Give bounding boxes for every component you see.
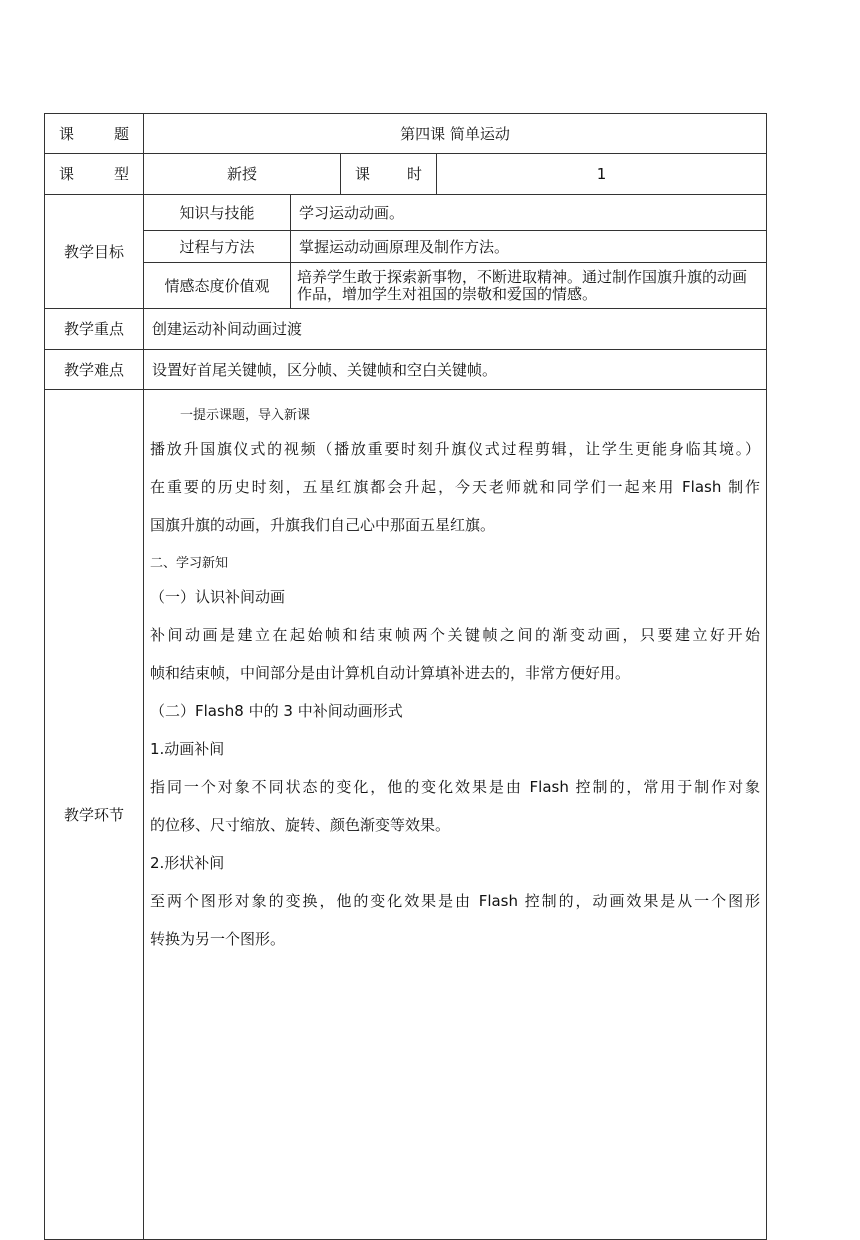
objectives-label: 教学目标: [45, 195, 144, 309]
section2-heading: 二、学习新知: [150, 556, 229, 571]
para2-line2: 帧和结束帧，中间部分是由计算机自动计算填补进去的，非常方便好用。: [150, 664, 631, 682]
objective-text-3: 培养学生敢于探索新事物，不断进取精神。通过制作国旗升旗的动画作品，增加学生对祖国的崇敬和爱国的情感。: [291, 263, 767, 309]
para2-line1: 补间动画是建立在起始帧和结束帧两个关键帧之间的渐变动画，只要建立好开始: [150, 626, 761, 644]
key-point-row: [45, 309, 767, 350]
objective-name-1: 知识与技能: [144, 195, 291, 231]
title-label: 课 题: [45, 114, 144, 154]
key-point-text: 创建运动补间动画过渡: [144, 309, 767, 350]
difficulty-text: 设置好首尾关键帧，区分帧、关键帧和空白关键帧。: [144, 350, 767, 390]
objective-text-1: 学习运动动画。: [291, 195, 767, 231]
para1-line1: 播放升国旗仪式的视频（播放重要时刻升旗仪式过程剪辑，让学生更能身临其境。）: [150, 440, 761, 458]
title-value: 第四课 简单运动: [144, 114, 767, 154]
type-value: 新授: [144, 154, 341, 195]
difficulty-row: [45, 350, 767, 390]
objective-row-1: [45, 195, 767, 231]
process-body: [144, 390, 767, 1240]
type-row: [45, 154, 767, 195]
objective-row-3: [45, 263, 767, 309]
type-label: 课 型: [45, 154, 144, 195]
process-label: 教学环节: [45, 390, 144, 1240]
objective-row-2: [45, 231, 767, 263]
objective-name-2: 过程与方法: [144, 231, 291, 263]
item2-line1: 至两个图形对象的变换，他的变化效果是由 Flash 控制的，动画效果是从一个图形: [150, 892, 761, 910]
process-row: [45, 390, 767, 1240]
para1-line2: 在重要的历史时刻，五星红旗都会升起，今天老师就和同学们一起来用 Flash 制作: [150, 478, 761, 496]
sub1-heading: （一）认识补间动画: [150, 588, 286, 606]
hours-label: 课 时: [341, 154, 437, 195]
item1-line1: 指同一个对象不同状态的变化，他的变化效果是由 Flash 控制的，常用于制作对象: [150, 778, 761, 796]
para1-line3: 国旗升旗的动画，升旗我们自己心中那面五星红旗。: [150, 516, 496, 534]
item2-line2: 转换为另一个图形。: [150, 930, 286, 948]
item1-line2: 的位移、尺寸缩放、旋转、颜色渐变等效果。: [150, 816, 451, 834]
item1-heading: 1.动画补间: [150, 740, 225, 758]
sub2-heading: （二）Flash8 中的 3 中补间动画形式: [150, 702, 403, 720]
objective-text-2: 掌握运动动画原理及制作方法。: [291, 231, 767, 263]
objective-name-3: 情感态度价值观: [144, 263, 291, 309]
item2-heading: 2.形状补间: [150, 854, 225, 872]
key-point-label: 教学重点: [45, 309, 144, 350]
difficulty-label: 教学难点: [45, 350, 144, 390]
section1-heading: 一提示课题，导入新课: [180, 408, 311, 423]
lesson-plan-table: [44, 113, 767, 1240]
title-row: [45, 114, 767, 154]
hours-value: 1: [437, 154, 767, 195]
